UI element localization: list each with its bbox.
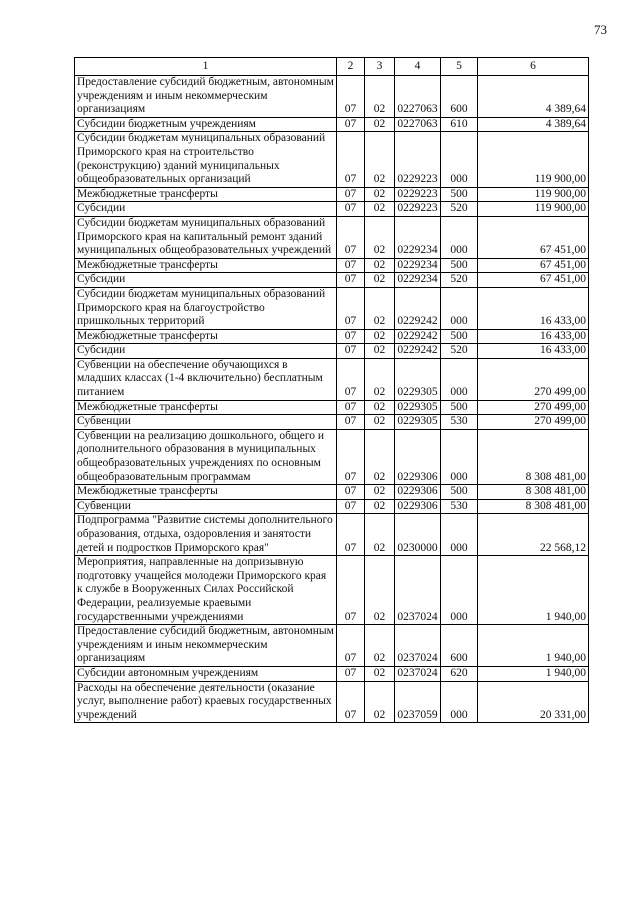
row-target-cell: 0229242 (395, 287, 441, 329)
row-section-cell: 07 (337, 514, 365, 556)
row-expense-type-cell: 600 (441, 625, 478, 667)
row-expense-type-cell: 610 (441, 117, 478, 132)
row-subsection-cell: 02 (365, 132, 395, 187)
row-target-cell: 0229223 (395, 132, 441, 187)
table-row (75, 202, 589, 217)
table-row (75, 499, 589, 514)
row-subsection-cell: 02 (365, 666, 395, 681)
row-name-cell: Межбюджетные трансферты (75, 187, 337, 202)
row-amount-cell: 22 568,12 (478, 514, 589, 556)
row-subsection-cell: 02 (365, 216, 395, 258)
row-subsection-cell: 02 (365, 400, 395, 415)
table-row (75, 287, 589, 329)
row-name-cell: Субвенции (75, 415, 337, 430)
row-name-cell: Мероприятия, направленные на допризывную подготовку учащейся молодежи Приморского края к службе в Вооруженных Силах Российской Федерации, реализуемые краевыми государственными учреждениями (75, 556, 337, 625)
row-name-cell: Подпрограмма "Развитие системы дополнительного образования, отдыха, оздоровления и занятости детей и подростков Приморского края" (75, 514, 337, 556)
row-target-cell: 0229306 (395, 499, 441, 514)
row-amount-cell: 67 451,00 (478, 258, 589, 273)
row-expense-type-cell: 600 (441, 76, 478, 118)
table-row (75, 681, 589, 723)
row-section-cell: 07 (337, 400, 365, 415)
row-section-cell: 07 (337, 625, 365, 667)
row-amount-cell: 4 389,64 (478, 76, 589, 118)
table-row (75, 187, 589, 202)
row-target-cell: 0229234 (395, 273, 441, 288)
row-subsection-cell: 02 (365, 625, 395, 667)
row-section-cell: 07 (337, 273, 365, 288)
row-expense-type-cell: 520 (441, 344, 478, 359)
row-name-cell: Субсидии (75, 202, 337, 217)
row-expense-type-cell: 000 (441, 358, 478, 400)
table-row (75, 514, 589, 556)
row-amount-cell: 67 451,00 (478, 216, 589, 258)
row-amount-cell: 20 331,00 (478, 681, 589, 723)
row-section-cell: 07 (337, 202, 365, 217)
row-expense-type-cell: 000 (441, 514, 478, 556)
row-section-cell: 07 (337, 499, 365, 514)
row-section-cell: 07 (337, 76, 365, 118)
header-cell-expense-type: 5 (441, 58, 478, 76)
row-name-cell: Субвенции на реализацию дошкольного, общего и дополнительного образования в муниципальных общеобразовательных учреждениях по основным общеобразовательным программам (75, 429, 337, 484)
row-amount-cell: 119 900,00 (478, 202, 589, 217)
row-name-cell: Субсидии (75, 344, 337, 359)
header-cell-amount: 6 (478, 58, 589, 76)
table-row (75, 400, 589, 415)
row-section-cell: 07 (337, 556, 365, 625)
table-row (75, 216, 589, 258)
row-amount-cell: 4 389,64 (478, 117, 589, 132)
header-cell-section: 2 (337, 58, 365, 76)
row-subsection-cell: 02 (365, 117, 395, 132)
row-section-cell: 07 (337, 258, 365, 273)
row-amount-cell: 16 433,00 (478, 344, 589, 359)
row-subsection-cell: 02 (365, 329, 395, 344)
row-amount-cell: 67 451,00 (478, 273, 589, 288)
table-row (75, 258, 589, 273)
row-section-cell: 07 (337, 187, 365, 202)
row-amount-cell: 270 499,00 (478, 400, 589, 415)
row-name-cell: Субсидии бюджетам муниципальных образований Приморского края на благоустройство пришкольных территорий (75, 287, 337, 329)
row-amount-cell: 119 900,00 (478, 132, 589, 187)
row-expense-type-cell: 500 (441, 400, 478, 415)
row-target-cell: 0229306 (395, 485, 441, 500)
row-target-cell: 0230000 (395, 514, 441, 556)
table-row (75, 485, 589, 500)
header-cell-name: 1 (75, 58, 337, 76)
row-expense-type-cell: 500 (441, 187, 478, 202)
row-section-cell: 07 (337, 216, 365, 258)
table-header-row (75, 58, 589, 76)
row-amount-cell: 16 433,00 (478, 329, 589, 344)
row-section-cell: 07 (337, 329, 365, 344)
row-subsection-cell: 02 (365, 344, 395, 359)
row-subsection-cell: 02 (365, 287, 395, 329)
row-subsection-cell: 02 (365, 76, 395, 118)
row-target-cell: 0237024 (395, 625, 441, 667)
row-name-cell: Предоставление субсидий бюджетным, автономным учреждениям и иным некоммерческим организациям (75, 625, 337, 667)
table-row (75, 415, 589, 430)
row-expense-type-cell: 500 (441, 258, 478, 273)
row-target-cell: 0229306 (395, 429, 441, 484)
row-target-cell: 0227063 (395, 76, 441, 118)
row-expense-type-cell: 530 (441, 499, 478, 514)
row-target-cell: 0229305 (395, 415, 441, 430)
row-section-cell: 07 (337, 287, 365, 329)
row-name-cell: Предоставление субсидий бюджетным, автономным учреждениям и иным некоммерческим организациям (75, 76, 337, 118)
row-expense-type-cell: 000 (441, 287, 478, 329)
row-expense-type-cell: 000 (441, 216, 478, 258)
row-subsection-cell: 02 (365, 681, 395, 723)
table-row (75, 358, 589, 400)
table-row (75, 429, 589, 484)
row-name-cell: Субсидии бюджетам муниципальных образований Приморского края на капитальный ремонт зданий муниципальных общеобразовательных учреждений (75, 216, 337, 258)
row-expense-type-cell: 500 (441, 329, 478, 344)
row-target-cell: 0229305 (395, 358, 441, 400)
row-target-cell: 0229234 (395, 216, 441, 258)
row-amount-cell: 1 940,00 (478, 556, 589, 625)
row-target-cell: 0237024 (395, 666, 441, 681)
row-expense-type-cell: 530 (441, 415, 478, 430)
row-expense-type-cell: 000 (441, 132, 478, 187)
row-target-cell: 0229305 (395, 400, 441, 415)
table-row (75, 329, 589, 344)
row-target-cell: 0229223 (395, 202, 441, 217)
header-cell-target: 4 (395, 58, 441, 76)
row-amount-cell: 270 499,00 (478, 415, 589, 430)
row-amount-cell: 8 308 481,00 (478, 485, 589, 500)
row-name-cell: Субсидии (75, 273, 337, 288)
table-row (75, 666, 589, 681)
row-amount-cell: 8 308 481,00 (478, 429, 589, 484)
row-subsection-cell: 02 (365, 415, 395, 430)
row-target-cell: 0229234 (395, 258, 441, 273)
page-number: 73 (594, 22, 607, 37)
row-name-cell: Межбюджетные трансферты (75, 258, 337, 273)
row-amount-cell: 119 900,00 (478, 187, 589, 202)
row-amount-cell: 16 433,00 (478, 287, 589, 329)
row-name-cell: Расходы на обеспечение деятельности (оказание услуг, выполнение работ) краевых государственных учреждений (75, 681, 337, 723)
row-expense-type-cell: 000 (441, 681, 478, 723)
row-name-cell: Межбюджетные трансферты (75, 485, 337, 500)
table-row (75, 625, 589, 667)
row-amount-cell: 270 499,00 (478, 358, 589, 400)
row-name-cell: Субсидии автономным учреждениям (75, 666, 337, 681)
row-section-cell: 07 (337, 681, 365, 723)
row-name-cell: Субвенции на обеспечение обучающихся в младших классах (1-4 включительно) бесплатным питанием (75, 358, 337, 400)
header-cell-subsection: 3 (365, 58, 395, 76)
row-subsection-cell: 02 (365, 258, 395, 273)
row-subsection-cell: 02 (365, 202, 395, 217)
row-name-cell: Субсидии бюджетам муниципальных образований Приморского края на строительство (реконструкцию) зданий муниципальных общеобразовательных организаций (75, 132, 337, 187)
row-name-cell: Межбюджетные трансферты (75, 400, 337, 415)
row-subsection-cell: 02 (365, 556, 395, 625)
row-expense-type-cell: 520 (441, 273, 478, 288)
row-target-cell: 0237059 (395, 681, 441, 723)
table-row (75, 76, 589, 118)
row-name-cell: Субвенции (75, 499, 337, 514)
row-section-cell: 07 (337, 415, 365, 430)
row-expense-type-cell: 620 (441, 666, 478, 681)
row-subsection-cell: 02 (365, 187, 395, 202)
row-target-cell: 0229223 (395, 187, 441, 202)
row-subsection-cell: 02 (365, 499, 395, 514)
row-section-cell: 07 (337, 344, 365, 359)
row-subsection-cell: 02 (365, 358, 395, 400)
row-section-cell: 07 (337, 132, 365, 187)
row-section-cell: 07 (337, 485, 365, 500)
row-subsection-cell: 02 (365, 485, 395, 500)
row-target-cell: 0227063 (395, 117, 441, 132)
row-amount-cell: 1 940,00 (478, 625, 589, 667)
row-expense-type-cell: 520 (441, 202, 478, 217)
row-amount-cell: 8 308 481,00 (478, 499, 589, 514)
row-amount-cell: 1 940,00 (478, 666, 589, 681)
row-name-cell: Межбюджетные трансферты (75, 329, 337, 344)
row-expense-type-cell: 000 (441, 556, 478, 625)
table-row (75, 344, 589, 359)
row-target-cell: 0229242 (395, 344, 441, 359)
table-row (75, 117, 589, 132)
row-target-cell: 0229242 (395, 329, 441, 344)
row-section-cell: 07 (337, 429, 365, 484)
row-subsection-cell: 02 (365, 514, 395, 556)
row-section-cell: 07 (337, 666, 365, 681)
row-expense-type-cell: 500 (441, 485, 478, 500)
row-name-cell: Субсидии бюджетным учреждениям (75, 117, 337, 132)
row-section-cell: 07 (337, 117, 365, 132)
budget-table (74, 57, 589, 723)
table-row (75, 273, 589, 288)
row-subsection-cell: 02 (365, 273, 395, 288)
row-expense-type-cell: 000 (441, 429, 478, 484)
row-subsection-cell: 02 (365, 429, 395, 484)
table-row (75, 132, 589, 187)
row-section-cell: 07 (337, 358, 365, 400)
row-target-cell: 0237024 (395, 556, 441, 625)
table-row (75, 556, 589, 625)
